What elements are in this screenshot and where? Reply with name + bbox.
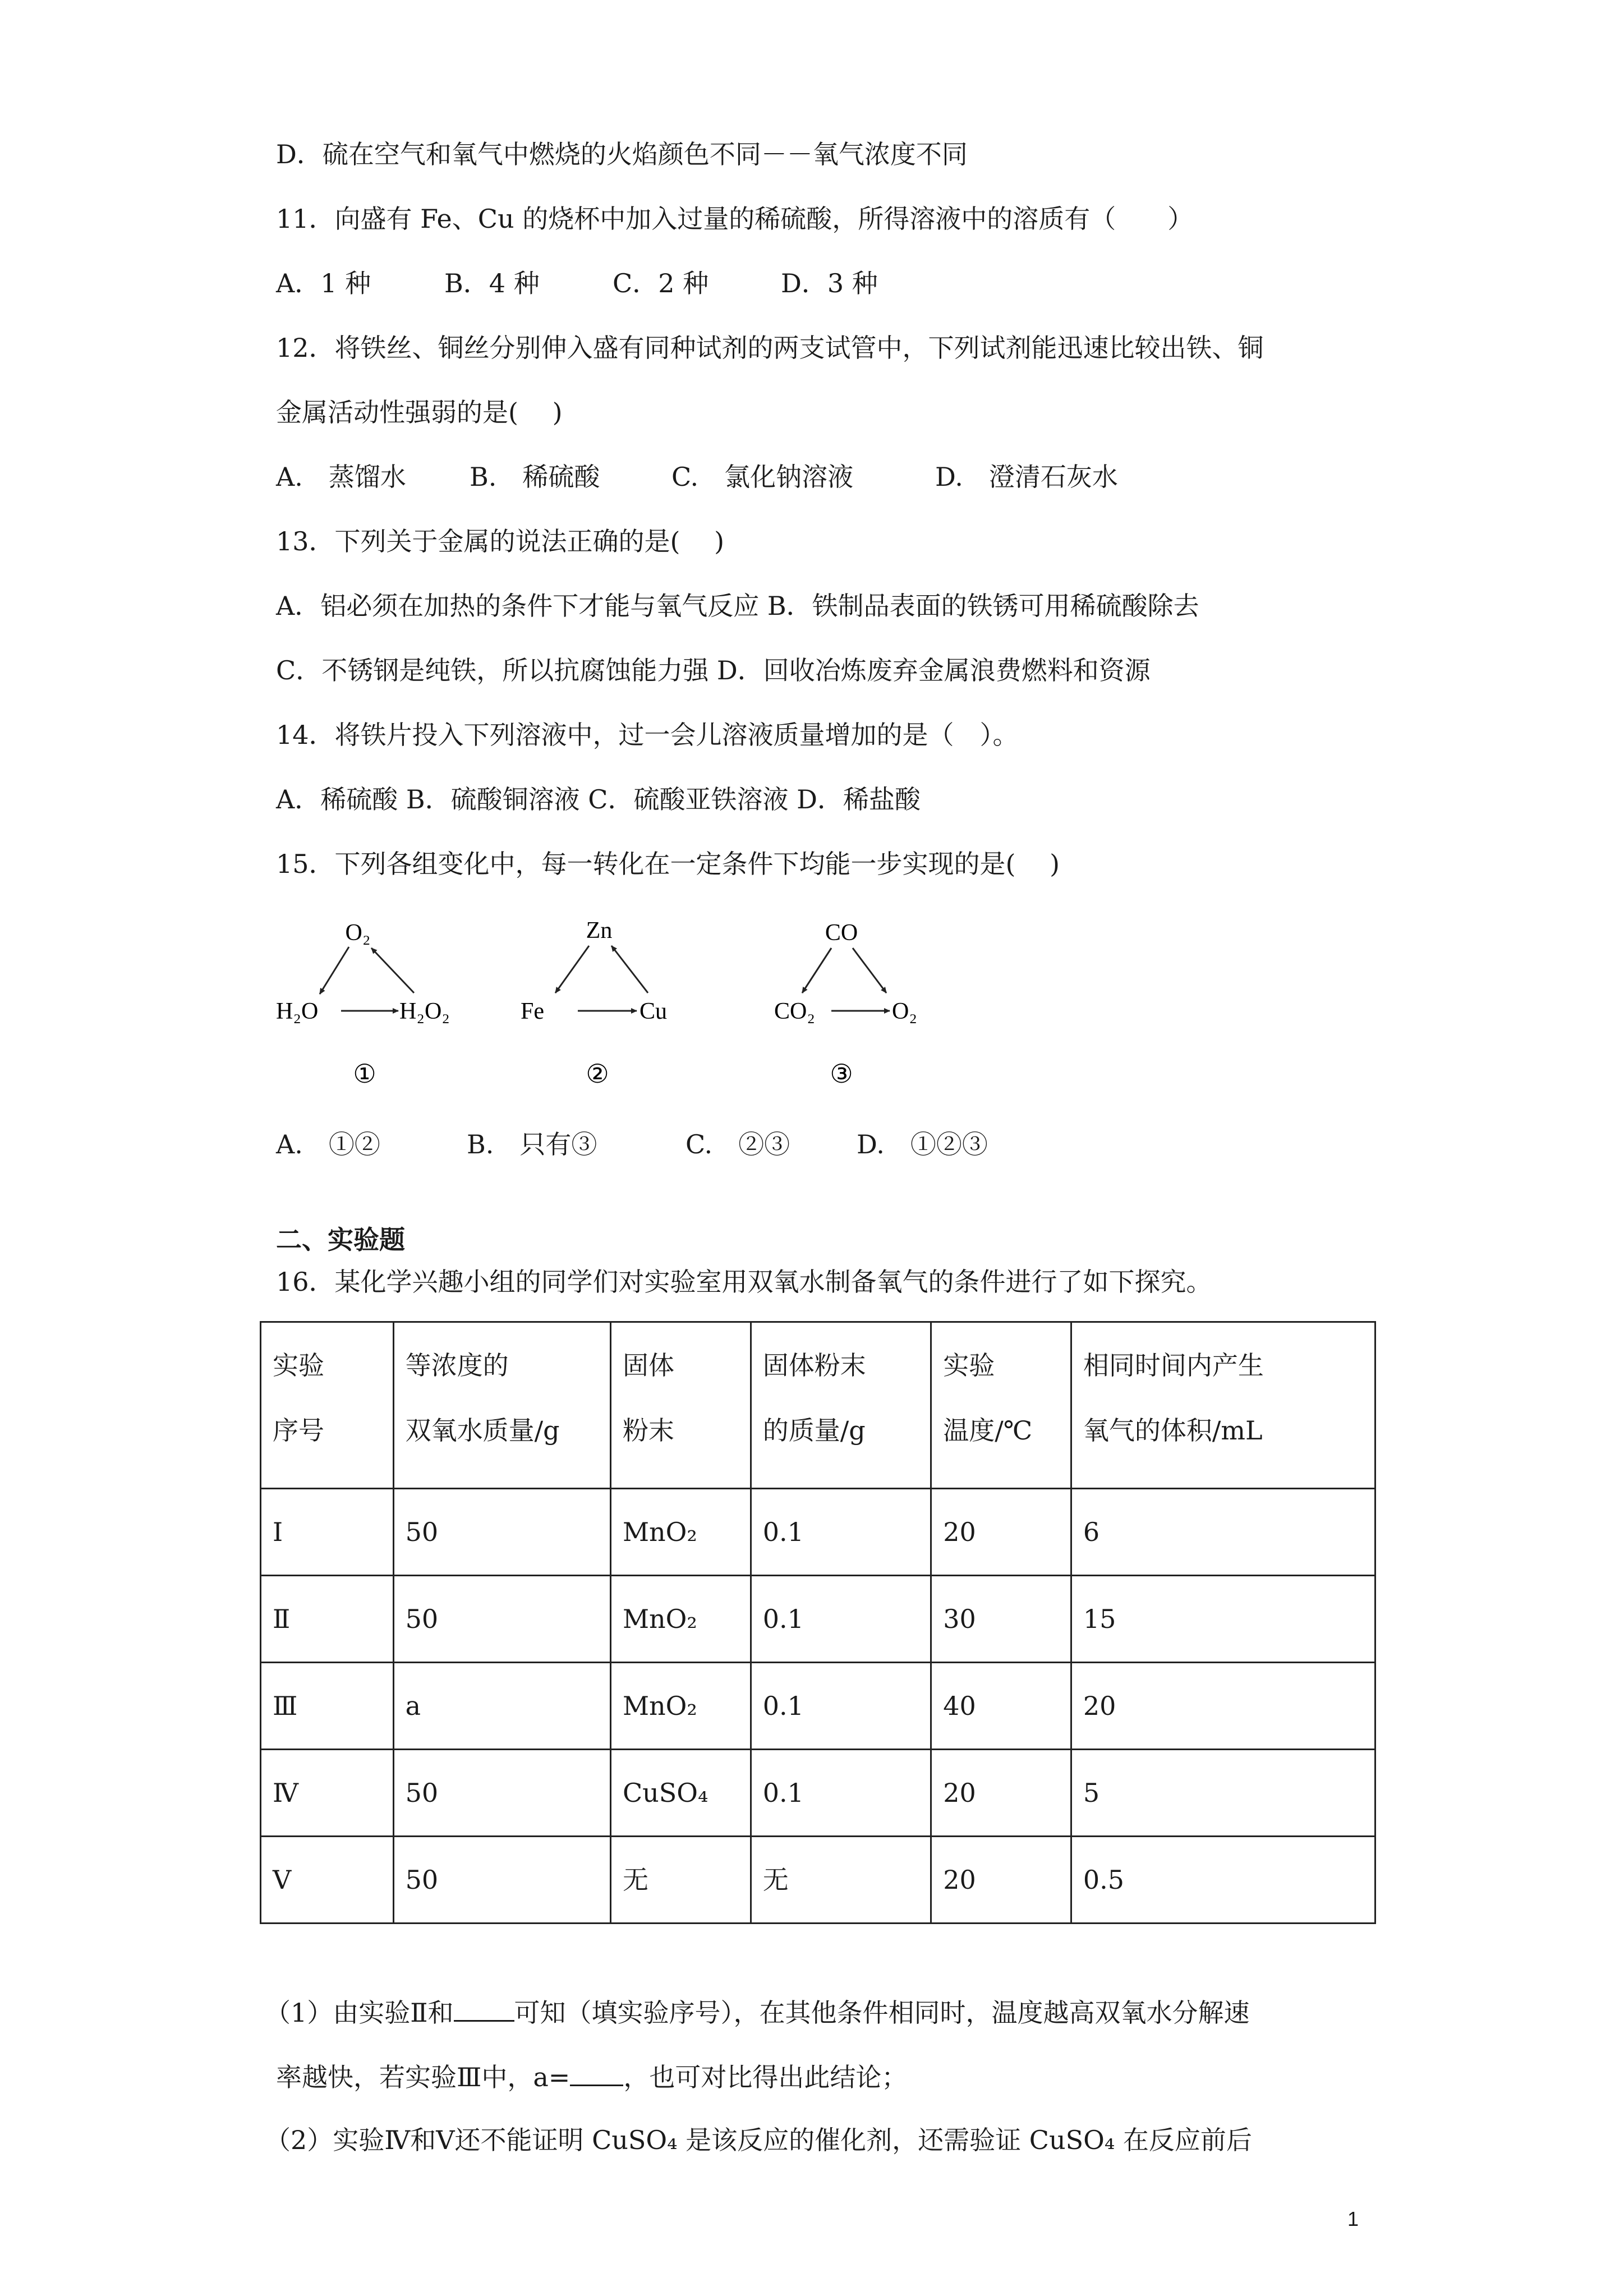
diagram-3-label: ③	[830, 1060, 853, 1088]
table-cell: Ⅳ	[261, 1750, 394, 1837]
page-number: 1	[1347, 2207, 1359, 2230]
diagram-1-arrow-right-top	[371, 948, 414, 993]
q16-part1-text-a: （1）由实验Ⅱ和	[265, 1998, 454, 2028]
table-header-cell: 实验 温度/℃	[931, 1322, 1071, 1489]
table-cell: 6	[1071, 1489, 1375, 1576]
table-cell: 无	[610, 1837, 751, 1924]
table-row	[261, 1750, 1375, 1837]
diagram-2-right: Cu	[640, 999, 668, 1024]
diagram-1-left: H₂O	[276, 999, 319, 1024]
table-cell: MnO₂	[610, 1576, 751, 1663]
q13-options-ab: A．铝必须在加热的条件下才能与氧气反应 B．铁制品表面的铁锈可用稀硫酸除去	[276, 591, 1199, 621]
q16-part1-text-c: 率越快，若实验Ⅲ中，a=	[276, 2062, 571, 2092]
table-header-cell: 实验 序号	[261, 1322, 394, 1489]
table-cell: Ⅰ	[261, 1489, 394, 1576]
diagram-1-top: O₂	[345, 920, 371, 946]
table-cell: 0.5	[1071, 1837, 1375, 1924]
table-cell: 0.1	[751, 1489, 931, 1576]
answer-blank-1[interactable]	[454, 1994, 514, 2022]
table-cell: MnO₂	[610, 1663, 751, 1750]
table-row	[261, 1663, 1375, 1750]
table-cell: 15	[1071, 1576, 1375, 1663]
q11-option-c: C．2 种	[613, 268, 709, 298]
table-cell: 0.1	[751, 1750, 931, 1837]
question-13: 13．下列关于金属的说法正确的是( )	[276, 526, 725, 556]
question-15: 15．下列各组变化中，每一转化在一定条件下均能一步实现的是( )	[276, 849, 1060, 879]
q15-option-b: B. 只有③	[467, 1129, 597, 1159]
table-cell: 0.1	[751, 1576, 931, 1663]
question-11-options	[276, 266, 878, 300]
q12-option-a: A. 蒸馏水	[276, 462, 406, 492]
diagram-2	[521, 918, 667, 1088]
q16-part1-text-b: 可知（填实验序号），在其他条件相同时，温度越高双氧水分解速	[514, 1998, 1250, 2028]
q15-transformation-diagrams	[275, 909, 1004, 1094]
diagram-3	[774, 920, 917, 1088]
table-header-row	[261, 1322, 1375, 1489]
question-11: 11．向盛有 Fe、Cu 的烧杯中加入过量的稀硫酸，所得溶液中的溶质有（ ）	[276, 204, 1194, 234]
table-header-cell: 相同时间内产生 氧气的体积/mL	[1071, 1322, 1375, 1489]
diagram-3-arrow-top-left	[802, 948, 831, 993]
table-cell: 无	[751, 1837, 931, 1924]
q10-option-d: D．硫在空气和氧气中燃烧的火焰颜色不同－－氧气浓度不同	[276, 139, 968, 169]
question-12-line2: 金属活动性强弱的是( )	[276, 397, 563, 427]
answer-blank-2[interactable]	[570, 2059, 623, 2086]
table-header-cell: 固体 粉末	[610, 1322, 751, 1489]
diagram-3-top: CO	[825, 920, 858, 946]
diagram-2-left: Fe	[521, 999, 544, 1024]
diagram-3-arrow-top-right	[853, 948, 886, 993]
q15-option-d: D. ①②③	[857, 1129, 988, 1159]
table-cell: 20	[1071, 1663, 1375, 1750]
table-row	[261, 1837, 1375, 1924]
q11-option-b: B．4 种	[444, 268, 540, 298]
q16-part2-line1: （2）实验Ⅳ和Ⅴ还不能证明 CuSO₄ 是该反应的催化剂，还需验证 CuSO₄ 在反应前后	[265, 2125, 1252, 2155]
diagram-1-label: ①	[353, 1060, 376, 1088]
table-cell: 20	[931, 1837, 1071, 1924]
q15-option-c: C. ②③	[686, 1129, 790, 1159]
question-12-options	[276, 460, 1118, 494]
q16-part1-text-d: ，也可对比得出此结论；	[623, 2062, 908, 2092]
diagram-2-label: ②	[586, 1060, 609, 1088]
diagram-2-top: Zn	[586, 918, 613, 944]
diagram-1-right: H₂O₂	[399, 999, 450, 1024]
q12-option-b: B. 稀硫酸	[470, 462, 600, 492]
q13-options-cd: C．不锈钢是纯铁，所以抗腐蚀能力强 D．回收冶炼废弃金属浪费燃料和资源	[276, 655, 1151, 685]
diagram-1	[276, 920, 450, 1088]
experiment-table	[260, 1321, 1376, 1924]
q11-option-a: A．1 种	[276, 268, 371, 298]
section-heading-experiments: 二、实验题	[276, 1225, 405, 1255]
table-cell: 20	[931, 1489, 1071, 1576]
question-12-line1: 12．将铁丝、铜丝分别伸入盛有同种试剂的两支试管中，下列试剂能迅速比较出铁、铜	[276, 333, 1264, 363]
q12-option-c: C. 氯化钠溶液	[671, 462, 854, 492]
question-15-options	[276, 1128, 988, 1161]
q16-part1-line1	[265, 1994, 1250, 2030]
table-cell: 30	[931, 1576, 1071, 1663]
table-cell: 50	[393, 1750, 610, 1837]
table-cell: MnO₂	[610, 1489, 751, 1576]
question-16: 16．某化学兴趣小组的同学们对实验室用双氧水制备氧气的条件进行了如下探究。	[276, 1267, 1212, 1297]
table-cell: Ⅲ	[261, 1663, 394, 1750]
diagram-1-arrow-top-left	[320, 947, 349, 994]
table-row	[261, 1576, 1375, 1663]
table-cell: 50	[393, 1837, 610, 1924]
table-cell: 5	[1071, 1750, 1375, 1837]
q12-option-d: D. 澄清石灰水	[935, 462, 1118, 492]
table-cell: 50	[393, 1489, 610, 1576]
diagram-2-arrow-top-left	[555, 946, 589, 993]
table-row	[261, 1489, 1375, 1576]
table-cell: Ⅱ	[261, 1576, 394, 1663]
diagram-3-left: CO₂	[774, 999, 815, 1024]
question-14: 14．将铁片投入下列溶液中，过一会儿溶液质量增加的是（ ）。	[276, 720, 1019, 750]
table-cell: CuSO₄	[610, 1750, 751, 1837]
table-header-cell: 固体粉末 的质量/g	[751, 1322, 931, 1489]
table-header-cell: 等浓度的 双氧水质量/g	[393, 1322, 610, 1489]
q15-option-a: A. ①②	[276, 1129, 380, 1159]
q11-option-d: D．3 种	[781, 268, 878, 298]
table-cell: 20	[931, 1750, 1071, 1837]
table-cell: 50	[393, 1576, 610, 1663]
table-cell: 40	[931, 1663, 1071, 1750]
q16-part1-line2	[276, 2059, 907, 2094]
question-14-options: A．稀硫酸 B．硫酸铜溶液 C．硫酸亚铁溶液 D．稀盐酸	[276, 784, 921, 815]
table-cell: 0.1	[751, 1663, 931, 1750]
table-cell: a	[393, 1663, 610, 1750]
diagram-2-arrow-right-top	[611, 946, 648, 993]
diagram-3-right: O₂	[892, 999, 917, 1024]
table-cell: Ⅴ	[261, 1837, 394, 1924]
